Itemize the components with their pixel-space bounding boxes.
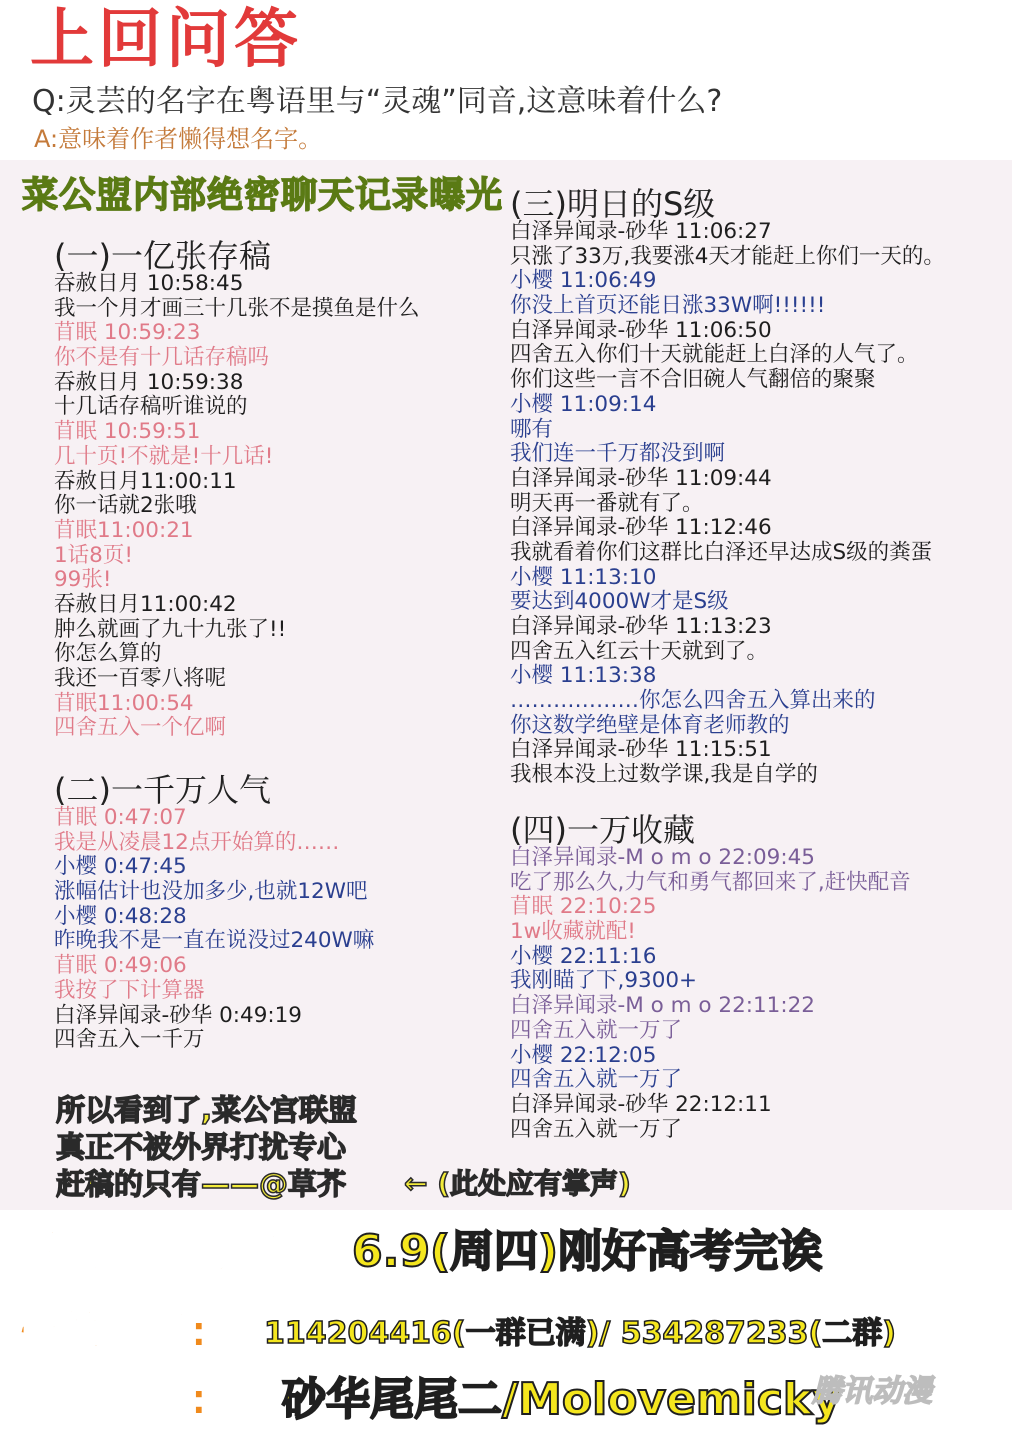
chat-line: 小樱 0:48:28 bbox=[54, 903, 187, 929]
update-label: 下期更新时间 bbox=[14, 1226, 278, 1277]
chat-line: 小樱 11:06:49 bbox=[510, 268, 657, 294]
chat-line: 四舍五入一个亿啊 bbox=[54, 715, 227, 741]
chat-line: 1话8页! bbox=[54, 542, 133, 568]
chat-line: 我按了下计算器 bbox=[54, 977, 205, 1003]
chat-line: 肿么就画了九十九张了!! bbox=[54, 616, 287, 642]
chat-line: 白泽异闻录-M o m o 22:11:22 bbox=[510, 993, 815, 1019]
chat-line: 白泽异闻录-砂华 11:15:51 bbox=[510, 737, 772, 763]
chat-line: 我是从凌晨12点开始算的…… bbox=[54, 829, 340, 855]
chat-line: 吃了那么久,力气和勇气都回来了,赶快配音 bbox=[510, 869, 911, 895]
section-title-3: (三)明日的S级 bbox=[510, 185, 716, 223]
chat-line: 四舍五入就一万了 bbox=[510, 1067, 683, 1093]
chat-line: 你们这些一言不合旧碗人气翻倍的聚聚 bbox=[510, 367, 876, 393]
chat-line: 吞赦日月11:00:42 bbox=[54, 591, 237, 617]
chat-line: 苜眠 0:47:07 bbox=[54, 805, 187, 830]
chat-line: 苜眠 0:49:06 bbox=[54, 953, 187, 979]
group-value: 114204416(一群已满)/ 534287233(二群) bbox=[264, 1316, 896, 1351]
chat-line: 白泽异闻录-砂华 11:13:23 bbox=[510, 614, 772, 639]
chat-line: 几十页!不就是!十几话! bbox=[54, 443, 274, 469]
footnote-line: 赶稿的只有——@草芥 bbox=[56, 1167, 347, 1201]
chat-line: 苜眠11:00:54 bbox=[54, 690, 194, 716]
applause-note: ← (此处应有掌声) bbox=[404, 1167, 631, 1200]
footnote bbox=[56, 1092, 357, 1203]
weibo-value: 砂华尾尾二/Molovemicky bbox=[282, 1374, 841, 1425]
chat-line: 我们连一千万都没到啊 bbox=[510, 441, 726, 467]
chat-line: 你这数学绝壁是体育老师教的 bbox=[510, 712, 790, 738]
chat-line: 白泽异闻录-砂华 11:06:50 bbox=[510, 317, 772, 343]
chat-log-3 bbox=[510, 220, 945, 788]
chat-line: 四舍五入红云十天就到了。 bbox=[510, 638, 769, 664]
page-title: 上回问答 bbox=[30, 3, 302, 77]
chat-line: 吞赦日月 10:58:45 bbox=[54, 271, 244, 296]
chat-line: 小樱 0:47:45 bbox=[54, 854, 187, 880]
question-text: Q:灵芸的名字在粤语里与“灵魂”同音,这意味着什么? bbox=[32, 84, 723, 119]
chat-line: 你不是有十几话存稿吗 bbox=[54, 345, 270, 371]
chat-line: 1w收藏就配! bbox=[510, 919, 636, 945]
chat-line: 白泽异闻录-砂华 0:49:19 bbox=[54, 1002, 302, 1028]
chat-line: 哪有 bbox=[510, 416, 554, 442]
section-title-1: (一)一亿张存稿 bbox=[54, 237, 271, 275]
chat-log-4 bbox=[510, 846, 911, 1142]
chat-line: 四舍五入就一万了 bbox=[510, 1116, 683, 1142]
chat-line: 昨晚我不是一直在说没过240W嘛 bbox=[54, 928, 375, 954]
chat-line: 白泽异闻录-砂华 11:12:46 bbox=[510, 515, 772, 541]
chat-line: 99张! bbox=[54, 567, 112, 593]
chat-line: 你怎么算的 bbox=[54, 641, 162, 667]
chat-line: 小樱 11:09:14 bbox=[510, 391, 657, 417]
chat-line: 只涨了33万,我要涨4天才能赶上你们一天的。 bbox=[510, 243, 945, 269]
chat-line: 要达到4000W才是S级 bbox=[510, 589, 729, 615]
chat-log-1 bbox=[54, 272, 420, 741]
chat-line: 小樱 22:11:16 bbox=[510, 943, 657, 969]
weibo-label: 作者微博: bbox=[14, 1374, 208, 1425]
chat-line: 白泽异闻录-砂华 11:09:44 bbox=[510, 465, 772, 491]
chat-line: 十几话存稿听谁说的 bbox=[54, 394, 248, 420]
chat-line: 我刚瞄了下,9300+ bbox=[510, 968, 698, 994]
chat-line: 四舍五入一千万 bbox=[54, 1027, 205, 1053]
chat-line: 我一个月才画三十几张不是摸鱼是什么 bbox=[54, 295, 420, 321]
chat-line: 我根本没上过数学课,我是自学的 bbox=[510, 762, 818, 788]
section-title-2: (二)一千万人气 bbox=[54, 771, 271, 809]
chat-line: 小樱 11:13:10 bbox=[510, 564, 657, 590]
chat-line: 苜眠 10:59:51 bbox=[54, 419, 201, 445]
chat-line: 吞赦日月 10:59:38 bbox=[54, 369, 244, 395]
chat-line: ………………你怎么四舍五入算出来的 bbox=[510, 688, 876, 714]
chat-line: 你没上首页还能日涨33W啊!!!!!! bbox=[510, 293, 826, 319]
chat-line: 你一话就2张哦 bbox=[54, 493, 197, 519]
chat-line: 白泽异闻录-砂华 11:06:27 bbox=[510, 219, 772, 244]
footnote-line: 真正不被外界打扰专心 bbox=[56, 1130, 347, 1164]
chat-line: 吞赦日月11:00:11 bbox=[54, 468, 237, 494]
chat-line: 我还一百零八将呢 bbox=[54, 666, 227, 691]
chat-line: 白泽异闻录-M o m o 22:09:45 bbox=[510, 845, 815, 870]
chat-line: 我就看着你们这群比白泽还早达成S级的粪蛋 bbox=[510, 539, 933, 565]
chat-line: 四舍五入就一万了 bbox=[510, 1017, 683, 1043]
chat-line: 苜眠 22:10:25 bbox=[510, 894, 657, 920]
section-title-4: (四)一万收藏 bbox=[510, 811, 695, 849]
answer-text: A:意味着作者懒得想名字。 bbox=[34, 125, 323, 153]
chat-line: 小樱 11:13:38 bbox=[510, 663, 657, 689]
group-label: 粉丝群号: bbox=[14, 1306, 208, 1357]
chat-line: 四舍五入你们十天就能赶上白泽的人气了。 bbox=[510, 342, 919, 368]
chat-line: 白泽异闻录-砂华 22:12:11 bbox=[510, 1091, 772, 1117]
chat-line: 苜眠 10:59:23 bbox=[54, 320, 201, 346]
headline: 菜公盟内部绝密聊天记录曝光 bbox=[22, 175, 504, 216]
chat-line: 苜眠11:00:21 bbox=[54, 517, 194, 543]
chat-line: 明天再一番就有了。 bbox=[510, 490, 704, 516]
chat-log-2 bbox=[54, 806, 374, 1053]
watermark-logo: 腾讯动漫 bbox=[812, 1374, 932, 1409]
footnote-line: 所以看到了,菜公宫联盟 bbox=[56, 1093, 358, 1127]
update-value: 6.9(周四)刚好高考完诶 bbox=[352, 1226, 823, 1277]
chat-line: 涨幅估计也没加多少,也就12W吧 bbox=[54, 879, 368, 905]
chat-line: 小樱 22:12:05 bbox=[510, 1042, 657, 1068]
